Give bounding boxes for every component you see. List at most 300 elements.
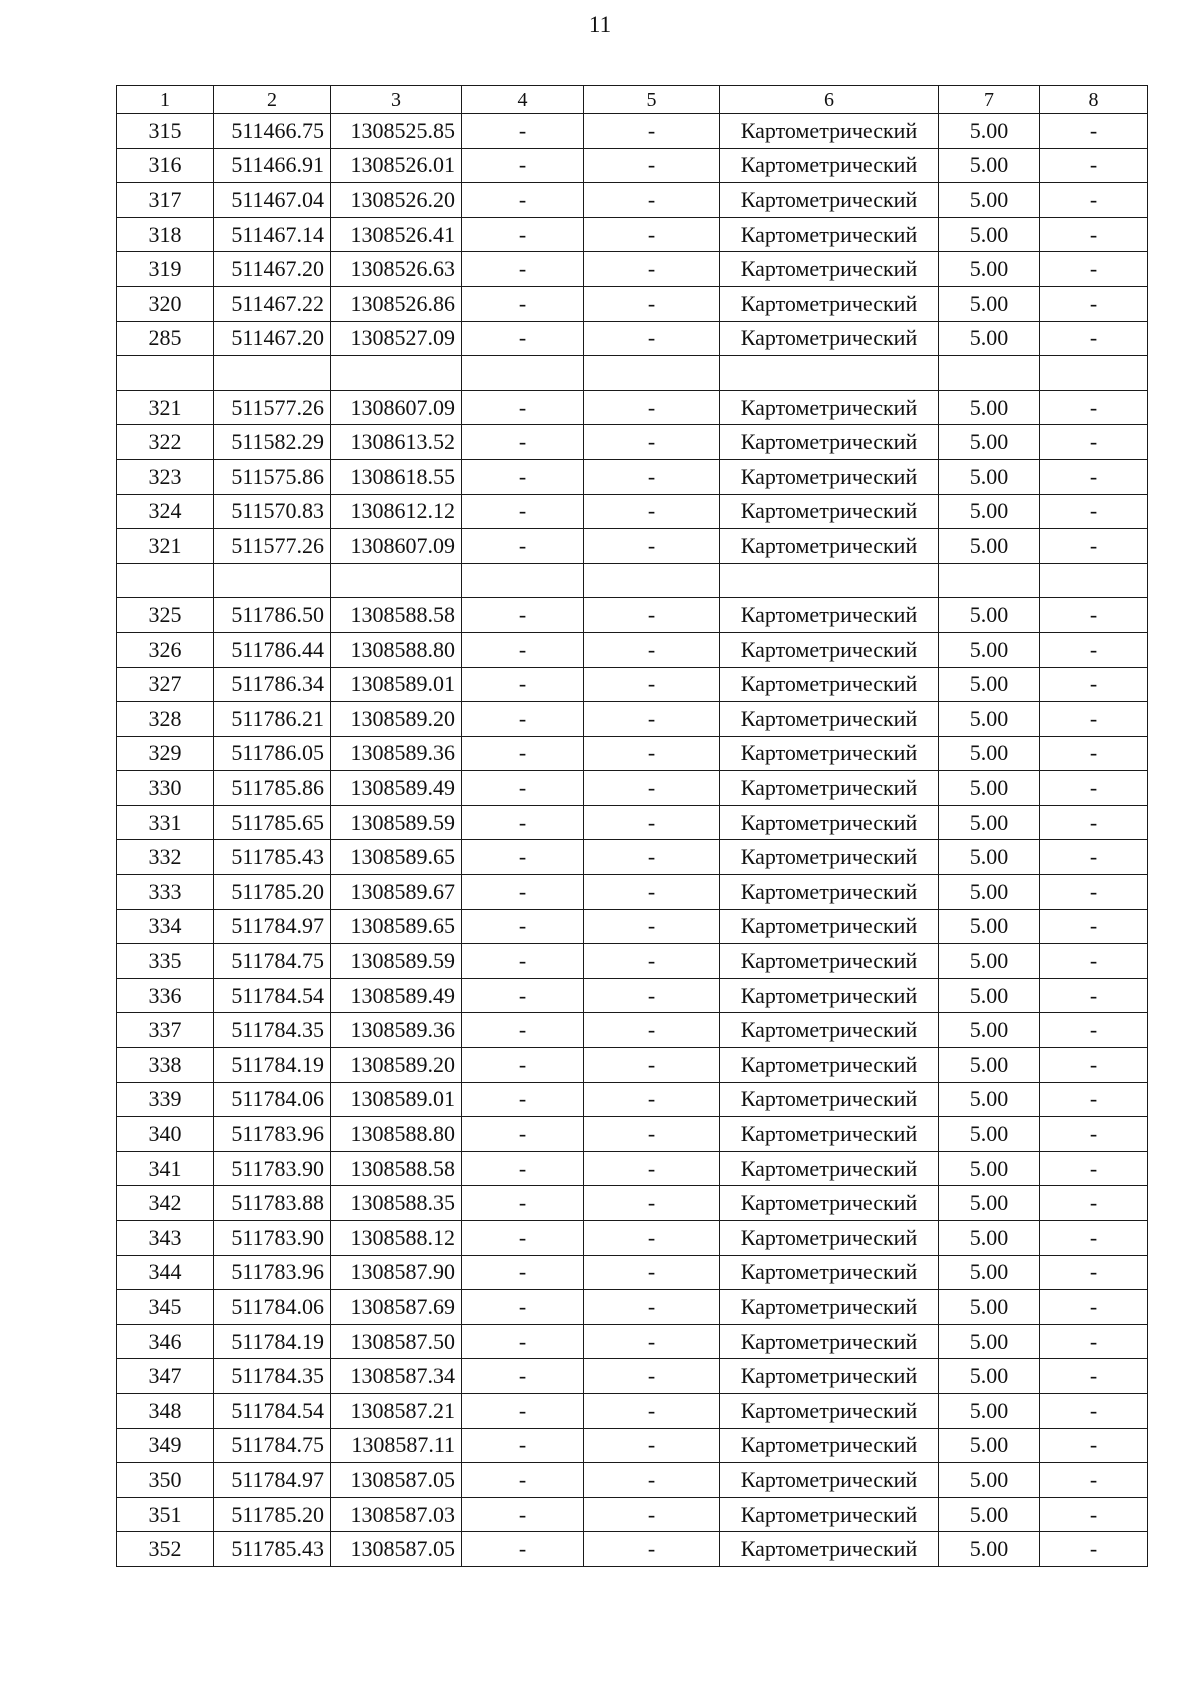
column-header: 4 <box>462 86 584 114</box>
column-8-cell: - <box>1040 840 1148 875</box>
column-4-cell: - <box>462 736 584 771</box>
accuracy-cell: 5.00 <box>939 183 1040 218</box>
point-number-cell: 347 <box>117 1359 214 1394</box>
column-5-cell: - <box>584 978 720 1013</box>
table-row <box>117 1151 1148 1186</box>
page-number: 11 <box>588 12 612 37</box>
method-cell: Картометрический <box>720 252 939 287</box>
method-cell: Картометрический <box>720 1497 939 1532</box>
y-coordinate-cell: 1308612.12 <box>331 494 462 529</box>
column-8-cell: - <box>1040 1290 1148 1325</box>
x-coordinate-cell: 511783.90 <box>214 1151 331 1186</box>
y-coordinate-cell: 1308589.65 <box>331 909 462 944</box>
column-5-cell: - <box>584 1186 720 1221</box>
table-row <box>117 1255 1148 1290</box>
table-row <box>117 1428 1148 1463</box>
method-cell: Картометрический <box>720 702 939 737</box>
y-coordinate-cell: 1308587.11 <box>331 1428 462 1463</box>
table-row <box>117 494 1148 529</box>
method-cell: Картометрический <box>720 390 939 425</box>
table-separator-row <box>117 356 1148 391</box>
accuracy-cell: 5.00 <box>939 667 1040 702</box>
method-cell: Картометрический <box>720 494 939 529</box>
x-coordinate-cell: 511786.21 <box>214 702 331 737</box>
column-header: 5 <box>584 86 720 114</box>
column-4-cell: - <box>462 114 584 149</box>
column-5-cell: - <box>584 944 720 979</box>
column-header: 8 <box>1040 86 1148 114</box>
table-row <box>117 1393 1148 1428</box>
table-row <box>117 1497 1148 1532</box>
accuracy-cell: 5.00 <box>939 425 1040 460</box>
table-row <box>117 425 1148 460</box>
point-number-cell: 346 <box>117 1324 214 1359</box>
y-coordinate-cell: 1308587.05 <box>331 1532 462 1567</box>
y-coordinate-cell: 1308527.09 <box>331 321 462 356</box>
column-5-cell: - <box>584 875 720 910</box>
table-row <box>117 632 1148 667</box>
table-row <box>117 148 1148 183</box>
accuracy-cell: 5.00 <box>939 1532 1040 1567</box>
method-cell: Картометрический <box>720 667 939 702</box>
point-number-cell: 329 <box>117 736 214 771</box>
column-4-cell: - <box>462 1255 584 1290</box>
column-5-cell: - <box>584 114 720 149</box>
column-4-cell: - <box>462 321 584 356</box>
column-8-cell: - <box>1040 598 1148 633</box>
column-5-cell: - <box>584 286 720 321</box>
column-5-cell: - <box>584 1290 720 1325</box>
y-coordinate-cell: 1308588.12 <box>331 1221 462 1256</box>
column-4-cell: - <box>462 286 584 321</box>
column-5-cell: - <box>584 598 720 633</box>
x-coordinate-cell: 511467.22 <box>214 286 331 321</box>
x-coordinate-cell: 511467.14 <box>214 217 331 252</box>
y-coordinate-cell: 1308588.80 <box>331 1117 462 1152</box>
table-row <box>117 667 1148 702</box>
point-number-cell: 341 <box>117 1151 214 1186</box>
column-8-cell: - <box>1040 217 1148 252</box>
point-number-cell: 338 <box>117 1048 214 1083</box>
accuracy-cell: 5.00 <box>939 252 1040 287</box>
column-8-cell: - <box>1040 702 1148 737</box>
y-coordinate-cell: 1308525.85 <box>331 114 462 149</box>
column-4-cell: - <box>462 1463 584 1498</box>
method-cell: Картометрический <box>720 1290 939 1325</box>
column-4-cell: - <box>462 1013 584 1048</box>
table-row <box>117 978 1148 1013</box>
column-5-cell: - <box>584 252 720 287</box>
x-coordinate-cell: 511785.20 <box>214 875 331 910</box>
table-row <box>117 771 1148 806</box>
x-coordinate-cell: 511785.20 <box>214 1497 331 1532</box>
point-number-cell: 328 <box>117 702 214 737</box>
column-8-cell: - <box>1040 286 1148 321</box>
table-row <box>117 1532 1148 1567</box>
table-row <box>117 1221 1148 1256</box>
y-coordinate-cell: 1308589.59 <box>331 805 462 840</box>
point-number-cell: 326 <box>117 632 214 667</box>
column-8-cell: - <box>1040 252 1148 287</box>
column-5-cell: - <box>584 529 720 564</box>
x-coordinate-cell: 511784.97 <box>214 1463 331 1498</box>
y-coordinate-cell: 1308587.03 <box>331 1497 462 1532</box>
point-number-cell: 327 <box>117 667 214 702</box>
table-row <box>117 114 1148 149</box>
column-8-cell: - <box>1040 1013 1148 1048</box>
table-row <box>117 1290 1148 1325</box>
x-coordinate-cell: 511784.35 <box>214 1013 331 1048</box>
column-5-cell: - <box>584 390 720 425</box>
y-coordinate-cell: 1308588.58 <box>331 1151 462 1186</box>
accuracy-cell: 5.00 <box>939 1048 1040 1083</box>
column-5-cell: - <box>584 1497 720 1532</box>
accuracy-cell: 5.00 <box>939 1221 1040 1256</box>
column-4-cell: - <box>462 1393 584 1428</box>
point-number-cell: 348 <box>117 1393 214 1428</box>
x-coordinate-cell: 511784.54 <box>214 1393 331 1428</box>
x-coordinate-cell: 511783.96 <box>214 1255 331 1290</box>
table-row <box>117 840 1148 875</box>
accuracy-cell: 5.00 <box>939 1255 1040 1290</box>
y-coordinate-cell: 1308589.36 <box>331 736 462 771</box>
method-cell: Картометрический <box>720 1393 939 1428</box>
table-row <box>117 805 1148 840</box>
x-coordinate-cell: 511784.97 <box>214 909 331 944</box>
accuracy-cell: 5.00 <box>939 286 1040 321</box>
table-row <box>117 736 1148 771</box>
column-8-cell: - <box>1040 1048 1148 1083</box>
column-5-cell: - <box>584 1255 720 1290</box>
y-coordinate-cell: 1308589.67 <box>331 875 462 910</box>
table-row <box>117 1082 1148 1117</box>
accuracy-cell: 5.00 <box>939 1393 1040 1428</box>
point-number-cell: 333 <box>117 875 214 910</box>
x-coordinate-cell: 511786.34 <box>214 667 331 702</box>
column-5-cell: - <box>584 148 720 183</box>
x-coordinate-cell: 511783.90 <box>214 1221 331 1256</box>
method-cell <box>720 356 939 391</box>
x-coordinate-cell: 511577.26 <box>214 390 331 425</box>
column-4-cell: - <box>462 1359 584 1394</box>
table-row <box>117 944 1148 979</box>
accuracy-cell: 5.00 <box>939 771 1040 806</box>
column-5-cell: - <box>584 494 720 529</box>
column-5-cell: - <box>584 840 720 875</box>
y-coordinate-cell: 1308526.41 <box>331 217 462 252</box>
method-cell: Картометрический <box>720 148 939 183</box>
point-number-cell: 317 <box>117 183 214 218</box>
column-4-cell: - <box>462 425 584 460</box>
y-coordinate-cell: 1308588.80 <box>331 632 462 667</box>
column-5-cell: - <box>584 1013 720 1048</box>
column-4-cell: - <box>462 944 584 979</box>
table-row <box>117 909 1148 944</box>
column-8-cell <box>1040 356 1148 391</box>
y-coordinate-cell: 1308526.63 <box>331 252 462 287</box>
point-number-cell: 339 <box>117 1082 214 1117</box>
method-cell: Картометрический <box>720 1255 939 1290</box>
y-coordinate-cell: 1308587.50 <box>331 1324 462 1359</box>
column-8-cell: - <box>1040 736 1148 771</box>
accuracy-cell: 5.00 <box>939 459 1040 494</box>
table-header-row <box>117 86 1148 114</box>
method-cell: Картометрический <box>720 840 939 875</box>
y-coordinate-cell: 1308589.36 <box>331 1013 462 1048</box>
column-4-cell: - <box>462 390 584 425</box>
coordinates-table <box>116 85 1148 1567</box>
column-4-cell: - <box>462 771 584 806</box>
accuracy-cell: 5.00 <box>939 1117 1040 1152</box>
x-coordinate-cell: 511786.44 <box>214 632 331 667</box>
column-header: 6 <box>720 86 939 114</box>
table-row <box>117 217 1148 252</box>
x-coordinate-cell <box>214 356 331 391</box>
point-number-cell: 334 <box>117 909 214 944</box>
accuracy-cell: 5.00 <box>939 1186 1040 1221</box>
column-4-cell: - <box>462 1082 584 1117</box>
column-4-cell: - <box>462 598 584 633</box>
column-8-cell: - <box>1040 632 1148 667</box>
accuracy-cell: 5.00 <box>939 114 1040 149</box>
x-coordinate-cell: 511577.26 <box>214 529 331 564</box>
column-header: 7 <box>939 86 1040 114</box>
table-row <box>117 1117 1148 1152</box>
method-cell: Картометрический <box>720 217 939 252</box>
column-4-cell: - <box>462 875 584 910</box>
y-coordinate-cell: 1308589.01 <box>331 667 462 702</box>
point-number-cell: 319 <box>117 252 214 287</box>
y-coordinate-cell: 1308589.49 <box>331 978 462 1013</box>
point-number-cell: 337 <box>117 1013 214 1048</box>
column-4-cell: - <box>462 978 584 1013</box>
column-4-cell <box>462 563 584 598</box>
x-coordinate-cell: 511784.75 <box>214 944 331 979</box>
column-8-cell: - <box>1040 1082 1148 1117</box>
table-row <box>117 1186 1148 1221</box>
table-row <box>117 1013 1148 1048</box>
table-row <box>117 183 1148 218</box>
column-5-cell: - <box>584 1532 720 1567</box>
x-coordinate-cell: 511785.43 <box>214 840 331 875</box>
point-number-cell: 344 <box>117 1255 214 1290</box>
y-coordinate-cell: 1308589.20 <box>331 702 462 737</box>
column-header: 3 <box>331 86 462 114</box>
point-number-cell: 318 <box>117 217 214 252</box>
point-number-cell: 315 <box>117 114 214 149</box>
column-4-cell: - <box>462 494 584 529</box>
column-4-cell: - <box>462 667 584 702</box>
column-5-cell: - <box>584 1463 720 1498</box>
table-separator-row <box>117 563 1148 598</box>
table-row <box>117 529 1148 564</box>
accuracy-cell: 5.00 <box>939 736 1040 771</box>
y-coordinate-cell: 1308526.20 <box>331 183 462 218</box>
column-4-cell: - <box>462 805 584 840</box>
column-8-cell: - <box>1040 1255 1148 1290</box>
method-cell: Картометрический <box>720 1463 939 1498</box>
column-8-cell: - <box>1040 1186 1148 1221</box>
method-cell: Картометрический <box>720 944 939 979</box>
point-number-cell: 331 <box>117 805 214 840</box>
column-4-cell: - <box>462 909 584 944</box>
point-number-cell: 322 <box>117 425 214 460</box>
accuracy-cell: 5.00 <box>939 529 1040 564</box>
point-number-cell: 340 <box>117 1117 214 1152</box>
column-8-cell: - <box>1040 321 1148 356</box>
column-4-cell: - <box>462 702 584 737</box>
column-4-cell: - <box>462 840 584 875</box>
column-8-cell: - <box>1040 1393 1148 1428</box>
y-coordinate-cell: 1308589.59 <box>331 944 462 979</box>
y-coordinate-cell: 1308587.21 <box>331 1393 462 1428</box>
y-coordinate-cell <box>331 563 462 598</box>
column-4-cell: - <box>462 1532 584 1567</box>
method-cell: Картометрический <box>720 875 939 910</box>
column-5-cell: - <box>584 771 720 806</box>
column-5-cell: - <box>584 1048 720 1083</box>
table-row <box>117 1324 1148 1359</box>
y-coordinate-cell: 1308618.55 <box>331 459 462 494</box>
table-row <box>117 1359 1148 1394</box>
column-8-cell: - <box>1040 771 1148 806</box>
point-number-cell: 324 <box>117 494 214 529</box>
table-row <box>117 1463 1148 1498</box>
accuracy-cell: 5.00 <box>939 321 1040 356</box>
method-cell: Картометрический <box>720 1359 939 1394</box>
x-coordinate-cell: 511582.29 <box>214 425 331 460</box>
column-4-cell: - <box>462 529 584 564</box>
column-4-cell: - <box>462 1324 584 1359</box>
column-5-cell: - <box>584 1151 720 1186</box>
method-cell: Картометрический <box>720 286 939 321</box>
column-8-cell: - <box>1040 944 1148 979</box>
method-cell: Картометрический <box>720 1221 939 1256</box>
y-coordinate-cell <box>331 356 462 391</box>
y-coordinate-cell: 1308589.49 <box>331 771 462 806</box>
column-8-cell: - <box>1040 1359 1148 1394</box>
column-5-cell: - <box>584 217 720 252</box>
method-cell: Картометрический <box>720 459 939 494</box>
accuracy-cell: 5.00 <box>939 1013 1040 1048</box>
column-8-cell: - <box>1040 390 1148 425</box>
table-row <box>117 459 1148 494</box>
method-cell: Картометрический <box>720 1082 939 1117</box>
method-cell: Картометрический <box>720 321 939 356</box>
accuracy-cell: 5.00 <box>939 217 1040 252</box>
point-number-cell: 352 <box>117 1532 214 1567</box>
column-4-cell: - <box>462 459 584 494</box>
column-8-cell: - <box>1040 875 1148 910</box>
column-4-cell: - <box>462 1117 584 1152</box>
point-number-cell: 351 <box>117 1497 214 1532</box>
method-cell: Картометрический <box>720 805 939 840</box>
point-number-cell: 325 <box>117 598 214 633</box>
column-5-cell <box>584 563 720 598</box>
column-5-cell: - <box>584 736 720 771</box>
method-cell: Картометрический <box>720 1186 939 1221</box>
accuracy-cell: 5.00 <box>939 632 1040 667</box>
method-cell: Картометрический <box>720 598 939 633</box>
method-cell: Картометрический <box>720 1428 939 1463</box>
accuracy-cell: 5.00 <box>939 1082 1040 1117</box>
table-row <box>117 1048 1148 1083</box>
x-coordinate-cell: 511783.88 <box>214 1186 331 1221</box>
column-4-cell: - <box>462 1221 584 1256</box>
column-8-cell: - <box>1040 425 1148 460</box>
table-row <box>117 875 1148 910</box>
x-coordinate-cell: 511575.86 <box>214 459 331 494</box>
x-coordinate-cell: 511467.04 <box>214 183 331 218</box>
column-8-cell: - <box>1040 667 1148 702</box>
accuracy-cell: 5.00 <box>939 1324 1040 1359</box>
column-8-cell: - <box>1040 1497 1148 1532</box>
column-8-cell: - <box>1040 978 1148 1013</box>
table-body <box>117 114 1148 1567</box>
x-coordinate-cell: 511786.05 <box>214 736 331 771</box>
column-8-cell: - <box>1040 1463 1148 1498</box>
column-4-cell: - <box>462 1151 584 1186</box>
y-coordinate-cell: 1308607.09 <box>331 390 462 425</box>
method-cell: Картометрический <box>720 771 939 806</box>
column-4-cell: - <box>462 1048 584 1083</box>
column-5-cell: - <box>584 183 720 218</box>
column-4-cell: - <box>462 1428 584 1463</box>
x-coordinate-cell: 511467.20 <box>214 252 331 287</box>
method-cell: Картометрический <box>720 529 939 564</box>
point-number-cell: 321 <box>117 529 214 564</box>
point-number-cell: 323 <box>117 459 214 494</box>
x-coordinate-cell: 511467.20 <box>214 321 331 356</box>
y-coordinate-cell: 1308589.65 <box>331 840 462 875</box>
point-number-cell: 332 <box>117 840 214 875</box>
method-cell: Картометрический <box>720 183 939 218</box>
column-8-cell: - <box>1040 909 1148 944</box>
point-number-cell: 335 <box>117 944 214 979</box>
column-header: 2 <box>214 86 331 114</box>
column-5-cell: - <box>584 667 720 702</box>
point-number-cell: 342 <box>117 1186 214 1221</box>
accuracy-cell: 5.00 <box>939 494 1040 529</box>
column-header: 1 <box>117 86 214 114</box>
column-5-cell: - <box>584 1428 720 1463</box>
column-5-cell: - <box>584 1359 720 1394</box>
column-5-cell: - <box>584 702 720 737</box>
accuracy-cell: 5.00 <box>939 840 1040 875</box>
point-number-cell: 316 <box>117 148 214 183</box>
accuracy-cell <box>939 563 1040 598</box>
x-coordinate-cell: 511786.50 <box>214 598 331 633</box>
method-cell: Картометрический <box>720 1151 939 1186</box>
column-4-cell: - <box>462 1186 584 1221</box>
table-row <box>117 286 1148 321</box>
column-4-cell: - <box>462 148 584 183</box>
x-coordinate-cell: 511466.91 <box>214 148 331 183</box>
method-cell: Картометрический <box>720 1013 939 1048</box>
point-number-cell: 336 <box>117 978 214 1013</box>
point-number-cell: 343 <box>117 1221 214 1256</box>
x-coordinate-cell: 511784.06 <box>214 1082 331 1117</box>
column-5-cell: - <box>584 321 720 356</box>
column-5-cell <box>584 356 720 391</box>
accuracy-cell: 5.00 <box>939 1463 1040 1498</box>
column-5-cell: - <box>584 425 720 460</box>
column-5-cell: - <box>584 1117 720 1152</box>
column-8-cell: - <box>1040 1117 1148 1152</box>
x-coordinate-cell: 511466.75 <box>214 114 331 149</box>
accuracy-cell: 5.00 <box>939 1151 1040 1186</box>
point-number-cell: 320 <box>117 286 214 321</box>
